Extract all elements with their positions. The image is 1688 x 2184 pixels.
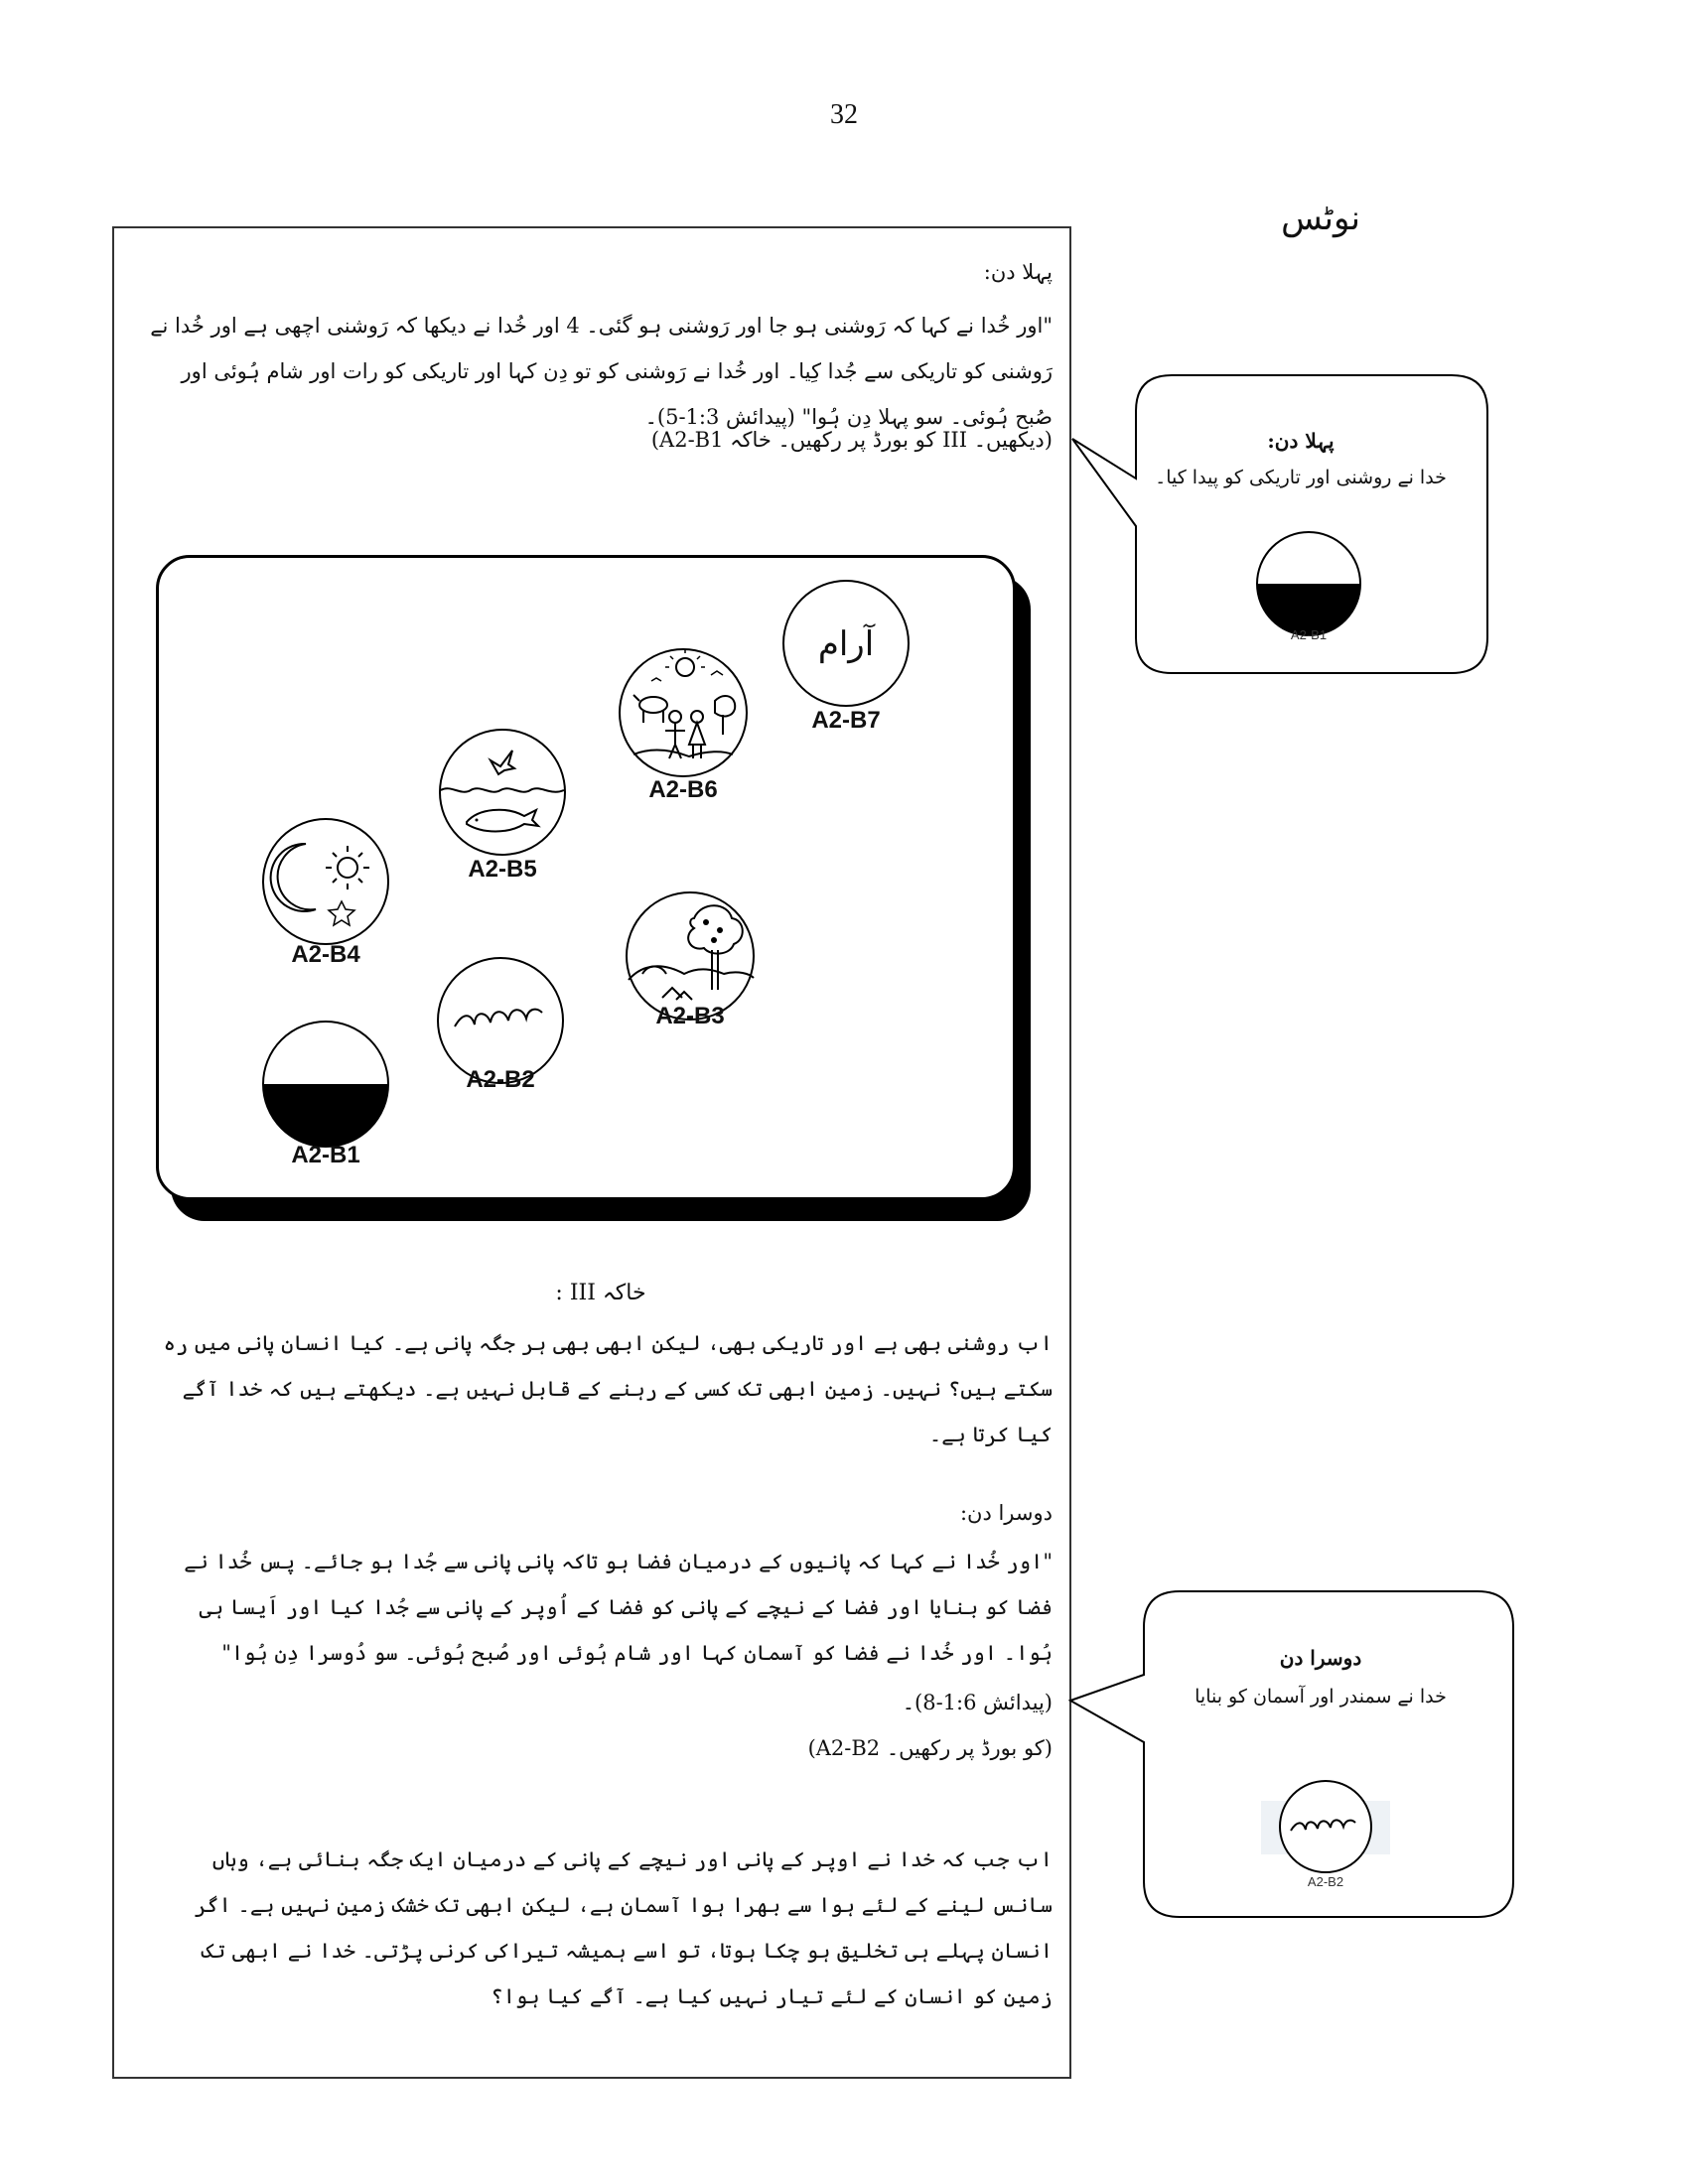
day2-reference: (پیدائش 1:6-8)۔ [902, 1691, 1053, 1714]
callout1-text: خدا نے روشنی اور تاریکی کو پیدا کیا۔ [1155, 467, 1447, 488]
day2-paragraph: اب جب کہ خدا نے اوپر کے پانی اور نیچے کے پانی کے درمیان ایک جگہ بنائی ہے، وہاں سانس لینے کے لئے ہوا سے بھرا ہوا آسمان ہے، لیکن ابھی تک خشک زمین نہیں ہے۔ اگر انسان پہلے ہی تخلیق ہو چکا ہوتا، تو اسے ہمیشہ تیراکی کرنی پڑتی۔ خدا نے ابھی تک زمین کو انسان کے لئے تیار نہیں کیا ہے۔ آگے کیا ہوا؟ [194, 1847, 1053, 2008]
callout2-waves-icon [1261, 1777, 1390, 1876]
day2-quote: "اور خُدا نے کہا کہ پانیوں کے درمیان فضا ہو تاکہ پانی پانی سے جُدا ہو جائے۔ پس خُدا نے فضا کو بنایا اور فضا کے نیچے کے پانی کو فضا کے اُوپر کے پانی سے جُدا کیا اور اَیسا ہی ہُوا۔ اور خُدا نے فضا کو آسمان کہا اور شام ہُوئی اور صُبح ہُوئی۔ سو دُوسرا دِن ہُوا" [184, 1550, 1053, 1665]
badge-label-b2: A2-B2 [466, 1066, 535, 1093]
creation-scene-icon [616, 645, 751, 780]
page-number: 32 [830, 99, 858, 130]
day2-heading: دوسرا دن: [959, 1501, 1053, 1525]
rest-label: آرام [817, 624, 875, 664]
day1-quote: "اور خُدا نے کہا کہ رَوشنی ہو جا اور رَوشنی ہو گئی۔ 4 اور خُدا نے دیکھا کہ رَوشنی اچھی ہے اور خُدا نے رَوشنی کو تاریکی سے جُدا کِیا۔ اور خُدا نے رَوشنی کو تو دِن کہا اور تاریکی کو رات اور شام ہُوئی اور صُبح ہُوئی۔ سو پہلا دِن ہُوا" (پیدائش 1:3-5)۔ [150, 314, 1053, 429]
badge-label-b5: A2-B5 [468, 856, 537, 883]
figure-caption: خاکہ III : [555, 1281, 646, 1305]
day1-instruction: (A2-B1 کو بورڈ پر رکھیں۔ خاکہ III دیکھیں۔) [650, 428, 1053, 452]
moon-sun-star-icon [260, 816, 391, 947]
callout2-title: دوسرا دن [1279, 1646, 1362, 1670]
badge-label-b7: A2-B7 [811, 707, 881, 734]
day1-heading: پہلا دن: [983, 260, 1053, 284]
callout1-light-dark-icon [1253, 528, 1364, 639]
badge-label-b6: A2-B6 [648, 776, 718, 803]
badge-label-b1: A2-B1 [291, 1142, 360, 1168]
notes-title: نوٹس [1281, 199, 1360, 238]
badge-label-b3: A2-B3 [655, 1003, 725, 1029]
bird-fish-icon [437, 727, 568, 858]
rest-circle-icon [780, 578, 912, 709]
light-dark-icon [260, 1019, 391, 1150]
day2-instruction: (A2-B2 کو بورڈ پر رکھیں۔) [807, 1736, 1053, 1760]
badge-label-b4: A2-B4 [291, 941, 360, 968]
intro-paragraph: اب روشنی بھی ہے اور تاریکی بھی، لیکن ابھی بھی ہر جگہ پانی ہے۔ کیا انسان پانی میں رہ سکتے ہیں؟ نہیں۔ زمین ابھی تک کسی کے رہنے کے قابل نہیں ہے۔ دیکھتے ہیں کہ خدا آگے کیا کرتا ہے۔ [163, 1331, 1053, 1446]
callout2-text: خدا نے سمندر اور آسمان کو بنایا [1195, 1686, 1447, 1707]
callout1-title: پہلا دن: [1267, 429, 1335, 453]
callout2-badge: A2-B2 [1307, 1874, 1344, 1889]
callout1-badge: A2-B1 [1290, 627, 1328, 642]
